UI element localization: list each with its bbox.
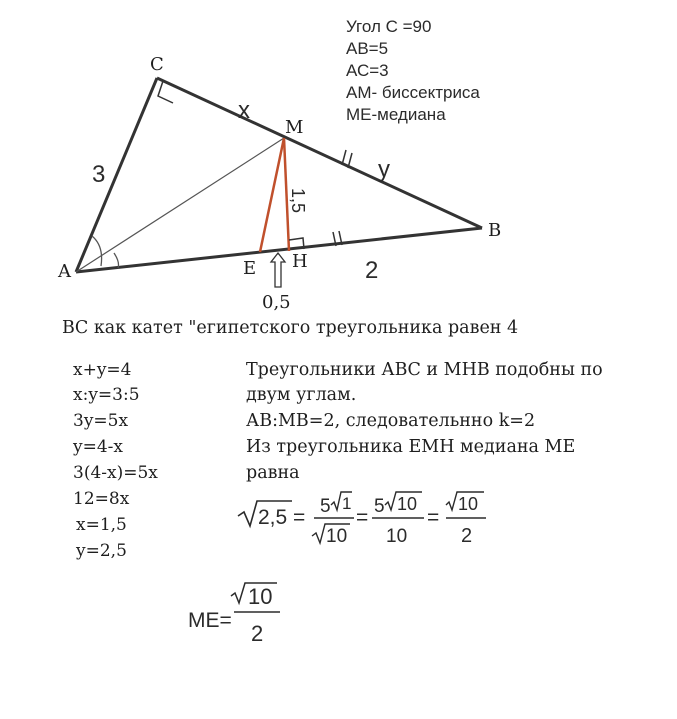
radicand-2-5: 2,5	[258, 506, 288, 529]
eh-arrow-icon	[271, 253, 285, 287]
algebra-line: y=4-x	[73, 437, 123, 457]
algebra-line: 3(4-x)=5x	[73, 463, 158, 483]
fraction2-numerator-radicand: 10	[397, 494, 418, 514]
explanation-line: Треугольники АВС и МНВ подобны по	[246, 360, 603, 380]
explanation-line: АВ:МВ=2, следовательнно k=2	[246, 411, 536, 431]
vertex-e-label: E	[243, 258, 257, 279]
explanation-line: равна	[246, 463, 300, 483]
angle-arc-a1	[92, 236, 102, 266]
side-ac	[76, 78, 157, 272]
fraction1-numerator-coef: 5	[320, 496, 331, 517]
vertex-b-label: B	[488, 220, 502, 241]
label-mb-y: y	[378, 156, 390, 183]
algebra-line: x=1,5	[76, 515, 127, 535]
answer-numerator-radicand: 10	[248, 584, 273, 609]
given-angle-c: Угол С =90	[346, 17, 432, 36]
algebra-line: x:y=3:5	[73, 385, 140, 405]
vertex-a-label: A	[58, 261, 71, 282]
radical-computation	[238, 492, 486, 547]
fraction3-numerator-radicand: 10	[458, 494, 479, 514]
vertex-h-label: H	[292, 251, 308, 272]
label-eh-length: 0,5	[262, 292, 291, 313]
answer-label: МЕ=	[188, 609, 232, 632]
final-answer	[188, 583, 280, 646]
label-mh-length: 1,5	[288, 188, 308, 214]
given-ab: АВ=5	[346, 39, 389, 58]
fraction2-numerator-coef: 5	[374, 496, 385, 517]
equals-sign: =	[427, 506, 440, 529]
vertex-m-label: M	[285, 117, 304, 138]
fraction1-denominator-radicand: 10	[326, 526, 348, 547]
fraction1-numerator-radicand: 1	[342, 494, 352, 513]
given-conditions	[346, 17, 480, 124]
algebra-steps	[72, 360, 158, 561]
algebra-line: 3y=5x	[73, 411, 129, 431]
angle-arc-a2	[114, 253, 119, 268]
label-cm-x: x	[238, 97, 250, 124]
algebra-line: y=2,5	[76, 541, 127, 561]
explanation-line: двум углам.	[246, 385, 357, 405]
equals-sign: =	[293, 506, 306, 529]
egyptian-triangle-statement: ВС как катет "египетского треугольника равен 4	[62, 318, 519, 338]
label-hb-length: 2	[365, 257, 379, 284]
side-ab	[76, 228, 482, 272]
median-me	[260, 138, 284, 252]
algebra-line: 12=8x	[73, 489, 130, 509]
equals-sign: =	[356, 506, 369, 529]
explanation-text	[246, 360, 603, 483]
algebra-line: x+y=4	[73, 360, 132, 380]
vertex-c-label: C	[150, 54, 164, 75]
fraction2-denominator: 10	[386, 526, 408, 547]
given-ac: АС=3	[346, 61, 389, 80]
label-ac-length: 3	[92, 161, 106, 188]
explanation-line: Из треугольника ЕМН медиана МЕ	[246, 437, 576, 457]
fraction3-denominator: 2	[461, 525, 473, 547]
given-bisector: АМ- биссектриса	[346, 83, 480, 102]
answer-denominator: 2	[251, 621, 264, 646]
given-median: МЕ-медиана	[346, 105, 446, 124]
